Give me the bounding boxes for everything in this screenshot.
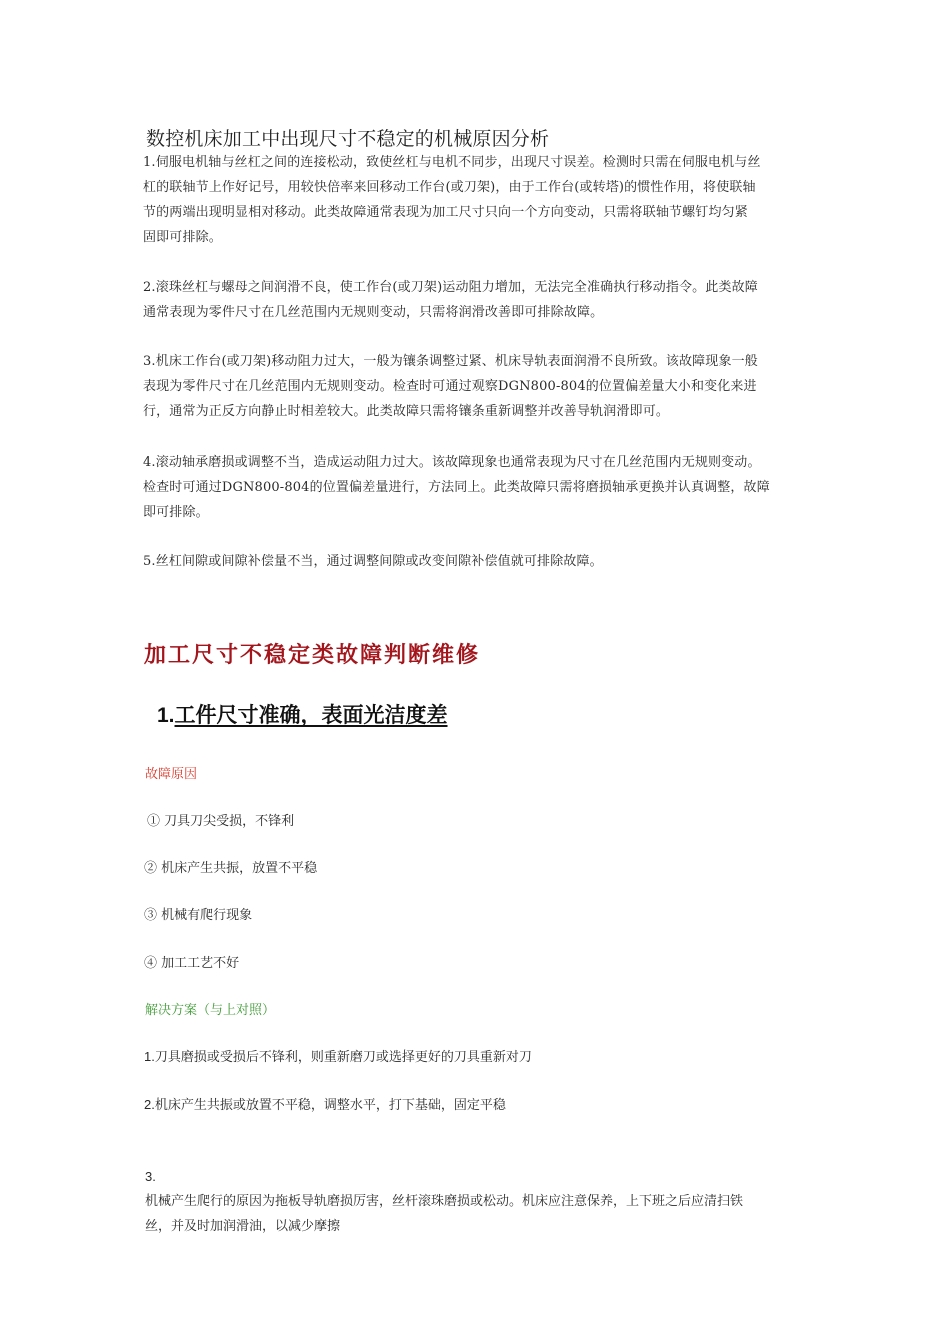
- solution-number: 3.: [145, 1169, 156, 1184]
- cause-label: 故障原因: [145, 767, 198, 782]
- section-heading: 加工尺寸不稳定类故障判断维修: [144, 642, 481, 668]
- paragraph-line: 4.滚动轴承磨损或调整不当，造成运动阻力过大。该故障现象也通常表现为尺寸在几丝范围内无规则变动。: [143, 455, 761, 470]
- solution-text: 机床产生共振或放置不平稳，调整水平，打下基础，固定平稳: [154, 1098, 506, 1113]
- document-title: 数控机床加工中出现尺寸不稳定的机械原因分析: [146, 128, 550, 150]
- cause-item: ③ 机械有爬行现象: [144, 908, 253, 923]
- solution-number: 2.: [144, 1097, 155, 1112]
- paragraph-line: 2.滚珠丝杠与螺母之间润滑不良，使工作台(或刀架)运动阻力增加，无法完全准确执行移动指令。此类故障: [143, 280, 758, 295]
- paragraph-1: [143, 150, 811, 250]
- solution-label: 解决方案（与上对照）: [145, 1003, 276, 1018]
- solution-line: [145, 1139, 813, 1214]
- cause-item: ④ 加工工艺不好: [144, 956, 240, 971]
- sub-heading: [157, 699, 448, 729]
- paragraph-line: 检查时可通过DGN800-804的位置偏差量进行，方法同上。此类故障只需将磨损轴承更换并认真调整，故障: [143, 480, 770, 495]
- paragraph-line: 即可排除。: [143, 505, 209, 520]
- sub-heading-text: 工件尺寸准确，表面光洁度差: [174, 704, 448, 727]
- paragraph-3: [143, 349, 811, 424]
- sub-heading-number: 1.: [157, 704, 175, 727]
- paragraph-4: [143, 450, 811, 525]
- cause-item: ② 机床产生共振，放置不平稳: [144, 861, 318, 876]
- paragraph-line: 节的两端出现明显相对移动。此类故障通常表现为加工尺寸只向一个方向变动，只需将联轴节螺钉均匀紧: [143, 205, 748, 220]
- solution-item-3: [145, 1139, 813, 1239]
- solution-item: [144, 1046, 532, 1065]
- cause-item: ① 刀具刀尖受损，不锋利: [147, 814, 295, 829]
- solution-line: 丝，并及时加润滑油，以减少摩擦: [145, 1219, 341, 1234]
- solution-text: 机械产生爬行的原因为拖板导轨磨损厉害，丝杆滚珠磨损或松动。机床应注意保养，上下班之后应清扫铁: [145, 1194, 744, 1209]
- paragraph-line: 3.机床工作台(或刀架)移动阻力过大，一般为镶条调整过紧、机床导轨表面润滑不良所致。该故障现象一般: [143, 354, 758, 369]
- solution-number: 1.: [144, 1049, 155, 1064]
- paragraph-line: 固即可排除。: [143, 230, 222, 245]
- paragraph-line: 杠的联轴节上作好记号，用较快倍率来回移动工作台(或刀架)，由于工作台(或转塔)的惯性作用，将使联轴: [143, 180, 756, 195]
- paragraph-line: 表现为零件尺寸在几丝范围内无规则变动。检查时可通过观察DGN800-804的位置偏差量大小和变化来进: [143, 379, 757, 394]
- solution-item: [144, 1094, 506, 1113]
- paragraph-line: 行，通常为正反方向静止时相差较大。此类故障只需将镶条重新调整并改善导轨润滑即可。: [143, 404, 670, 419]
- paragraph-2: [143, 275, 811, 325]
- paragraph-5: [143, 549, 811, 574]
- solution-text: 刀具磨损或受损后不锋利，则重新磨刀或选择更好的刀具重新对刀: [154, 1050, 532, 1065]
- paragraph-line: 通常表现为零件尺寸在几丝范围内无规则变动，只需将润滑改善即可排除故障。: [143, 305, 604, 320]
- paragraph-line: 1.伺服电机轴与丝杠之间的连接松动，致使丝杠与电机不同步，出现尺寸误差。检测时只需在伺服电机与丝: [143, 155, 761, 170]
- paragraph-line: 5.丝杠间隙或间隙补偿量不当，通过调整间隙或改变间隙补偿值就可排除故障。: [143, 554, 603, 569]
